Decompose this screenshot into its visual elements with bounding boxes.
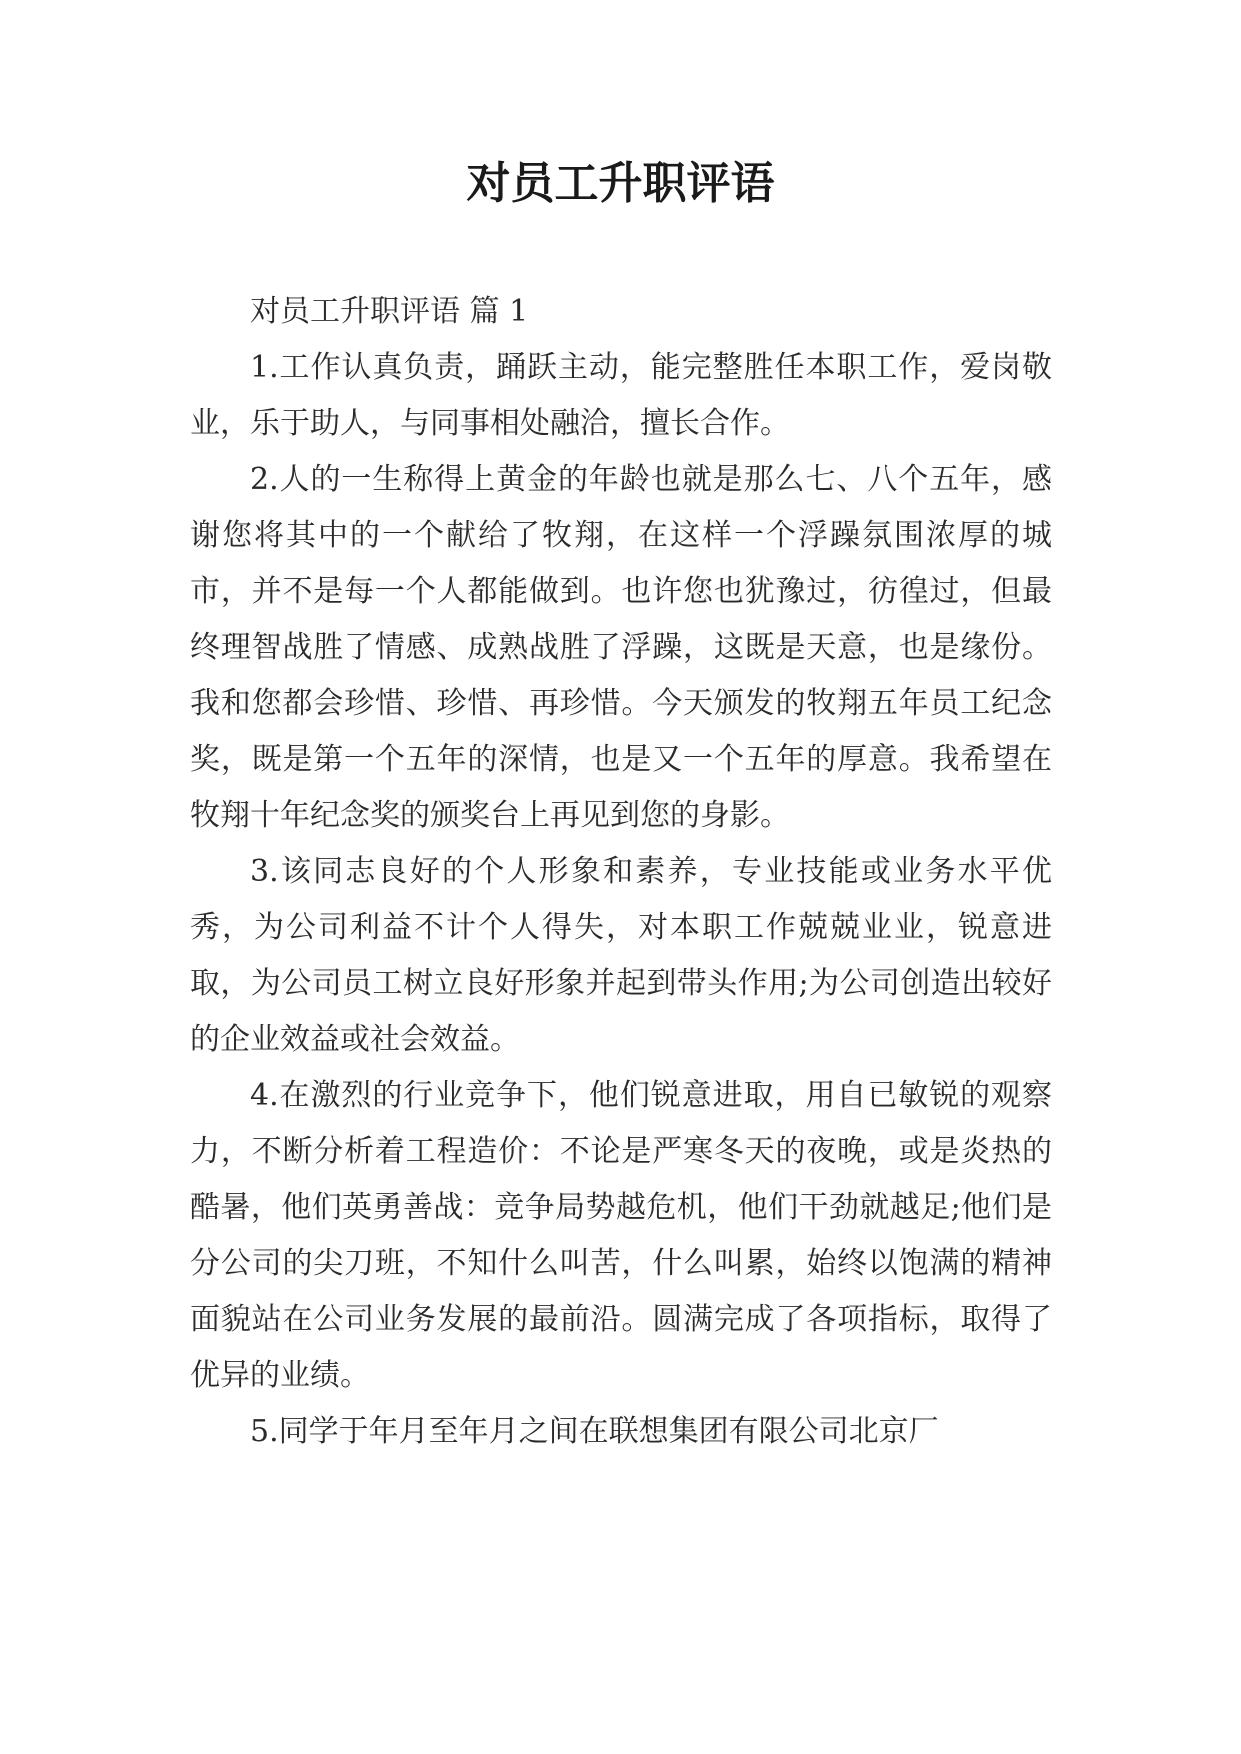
- paragraph-5: 5.同学于年月至年月之间在联想集团有限公司北京厂: [250, 1414, 939, 1449]
- section-heading: 对员工升职评语 篇 1: [250, 294, 529, 329]
- paragraph-4: 4.在激烈的行业竞争下，他们锐意进取，用自已敏锐的观察力，不断分析着工程造价：不论是严寒冬天的夜晚，或是炎热的酷暑，他们英勇善战：竞争局势越危机，他们干劲就越足;他们是分公司的尖刀班，不知什么叫苦，什么叫累，始终以饱满的精神面貌站在公司业务发展的最前沿。圆满完成了各项指标，取得了优异的业绩。: [190, 1078, 1052, 1393]
- paragraph-1: 1.工作认真负责，踊跃主动，能完整胜任本职工作，爱岗敬业，乐于助人，与同事相处融洽，擅长合作。: [190, 350, 1052, 441]
- page-title: 对员工升职评语: [466, 158, 775, 209]
- paragraph-2: 2.人的一生称得上黄金的年龄也就是那么七、八个五年，感谢您将其中的一个献给了牧翔，在这样一个浮躁氛围浓厚的城市，并不是每一个人都能做到。也许您也犹豫过，彷徨过，但最终理智战胜了情感、成熟战胜了浮躁，这既是天意，也是缘份。我和您都会珍惜、珍惜、再珍惜。今天颁发的牧翔五年员工纪念奖，既是第一个五年的深情，也是又一个五年的厚意。我希望在牧翔十年纪念奖的颁奖台上再见到您的身影。: [190, 462, 1052, 833]
- paragraph-3: 3.该同志良好的个人形象和素养，专业技能或业务水平优秀，为公司利益不计个人得失，对本职工作兢兢业业，锐意进取，为公司员工树立良好形象并起到带头作用;为公司创造出较好的企业效益或社会效益。: [190, 854, 1052, 1057]
- document-body: [190, 284, 1052, 1460]
